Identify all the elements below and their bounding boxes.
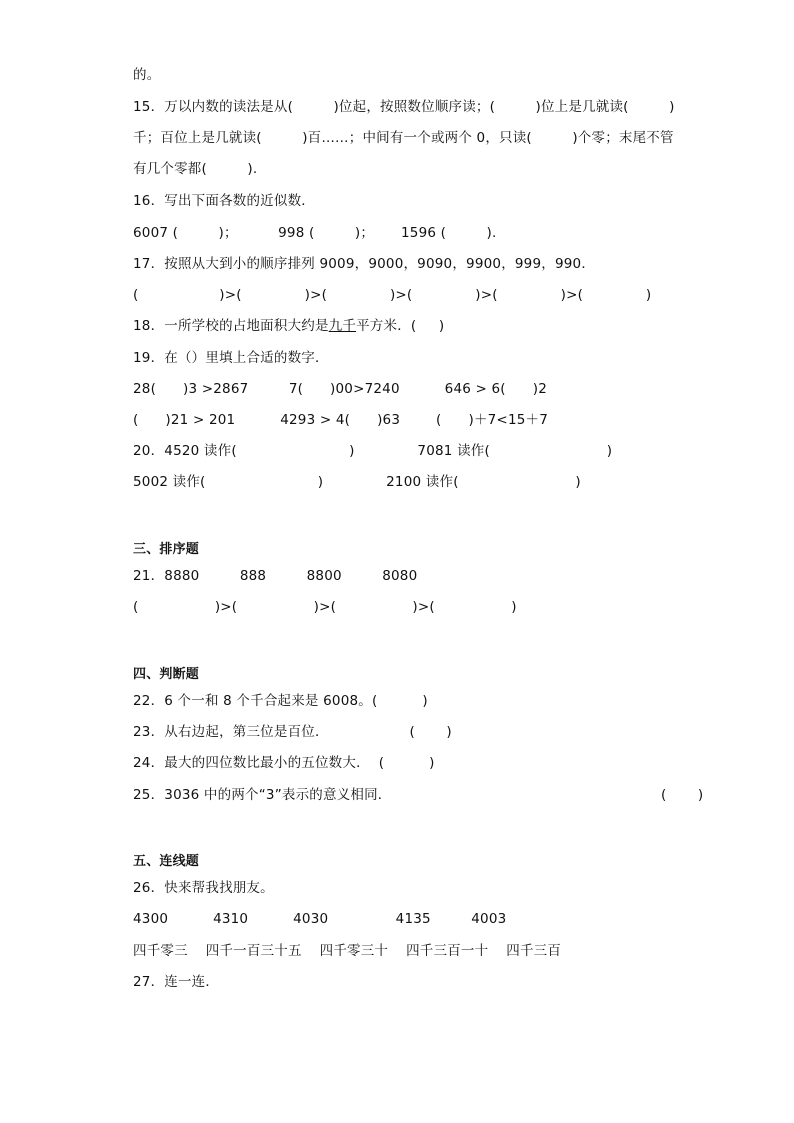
question-18-text-b: 平方米．( ) bbox=[356, 318, 445, 334]
question-15-line-3: 有几个零都( ). bbox=[133, 161, 258, 177]
question-20-row-2: 5002 读作( ) 2100 读作( ) bbox=[133, 474, 581, 490]
question-16-items: 6007 ( )； 998 ( )； 1596 ( ). bbox=[133, 225, 497, 241]
question-21-blanks: ( )>( )>( )>( ) bbox=[133, 599, 517, 615]
question-22: 22．6 个一和 8 个千合起来是 6008。( ) bbox=[133, 693, 428, 709]
question-19-row-2: ( )21 > 201 4293 > 4( )63 ( )＋7<15＋7 bbox=[133, 412, 549, 428]
question-26-words: 四千零三 四千一百三十五 四千零三十 四千三百一十 四千三百 bbox=[133, 943, 562, 959]
question-21: 21．8880 888 8800 8080 bbox=[133, 568, 418, 584]
question-15-line-2: 千；百位上是几就读( )百……；中间有一个或两个 0，只读( )个零；末尾不管 bbox=[133, 130, 674, 146]
section-matching-heading: 五、连线题 bbox=[133, 854, 200, 869]
question-27: 27．连一连． bbox=[133, 974, 220, 990]
question-25: 25．3036 中的两个“3”表示的意义相同． ( ) bbox=[133, 787, 704, 803]
question-26: 26．快来帮我找朋友。 bbox=[133, 880, 274, 896]
question-18-text-a: 18．一所学校的占地面积大约是 bbox=[133, 318, 329, 334]
section-sorting-heading: 三、排序题 bbox=[133, 542, 200, 557]
question-17: 17．按照从大到小的顺序排列 9009，9000，9090，9900，999，990． bbox=[133, 256, 596, 272]
question-19: 19．在（）里填上合适的数字． bbox=[133, 350, 329, 366]
question-18-underlined: 九千 bbox=[328, 318, 357, 334]
question-19-row-1: 28( )3 >2867 7( )00>7240 646 > 6( )2 bbox=[133, 381, 547, 397]
question-24: 24．最大的四位数比最小的五位数大． ( ) bbox=[133, 755, 435, 771]
question-20-row-1: 20．4520 读作( ) 7081 读作( ) bbox=[133, 443, 613, 459]
question-17-blanks: ( )>( )>( )>( )>( )>( ) bbox=[133, 287, 652, 303]
question-16: 16．写出下面各数的近似数． bbox=[133, 193, 315, 209]
question-18 bbox=[133, 317, 444, 335]
continued-text: 的。 bbox=[133, 67, 161, 83]
question-23: 23．从右边起，第三位是百位． ( ) bbox=[133, 724, 452, 740]
question-15-line-1: 15．万以内数的读法是从( )位起，按照数位顺序读；( )位上是几就读( ) bbox=[133, 99, 675, 115]
question-26-numbers: 4300 4310 4030 4135 4003 bbox=[133, 911, 507, 927]
section-judgement-heading: 四、判断题 bbox=[133, 667, 200, 682]
